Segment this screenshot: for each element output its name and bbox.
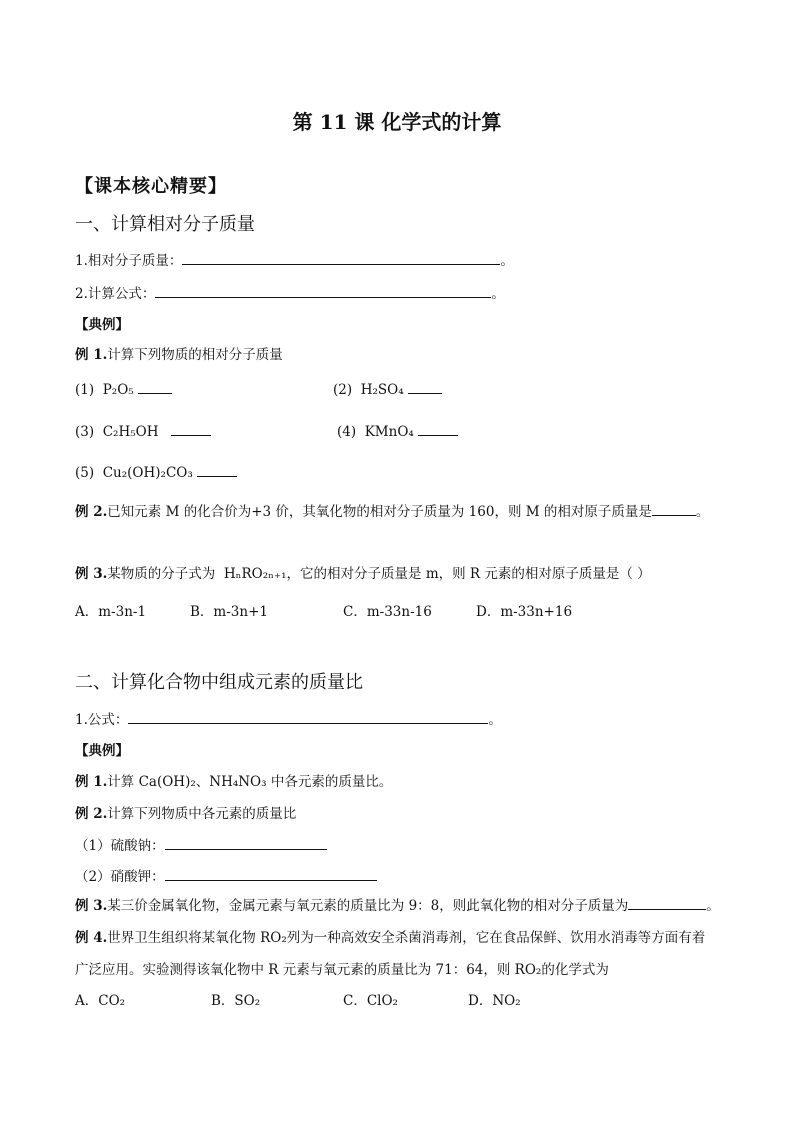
s2-ex2-item-2 [75, 865, 377, 885]
example-text: 世界卫生组织将某氧化物 RO₂列为一种高效安全杀菌消毒剂，它在食品保鲜、饮用水消毒等方面有着 [107, 930, 706, 946]
period: 。 [488, 712, 502, 728]
item-formula: Cu₂(OH)₂CO₃ [102, 465, 193, 481]
s2-example-4-line2: 广泛应用。实验测得该氧化物中 R 元素与氧元素的质量比为 71：64，则 RO₂的化学式为 [75, 962, 609, 978]
section2-heading: 二、计算化合物中组成元素的质量比 [75, 672, 363, 693]
example-label: 例 1. [75, 774, 108, 790]
example-text: ，它的相对分子质量是 m，则 R 元素的相对原子质量是（ ） [286, 566, 651, 582]
item-formula: C₂H₅OH [102, 424, 159, 440]
example-label: 例 3. [75, 566, 108, 582]
item-number: (1) [75, 382, 95, 398]
s2-example-4-line1 [75, 926, 705, 946]
period: 。 [491, 286, 505, 302]
item-formula: H₂SO₄ [360, 382, 404, 398]
core-heading: 【课本核心精要】 [75, 176, 227, 197]
example-text: 某物质的分子式为 [107, 566, 216, 582]
s2-example-2 [75, 802, 296, 822]
item-number: (3) [75, 424, 95, 440]
option-a[interactable]: A．CO₂ [75, 993, 126, 1009]
item-number: (2) [333, 382, 353, 398]
s2-example-1 [75, 770, 392, 790]
item-formula: P₂O₅ [102, 382, 134, 398]
s1-question-2 [75, 282, 505, 302]
item-blank[interactable] [418, 422, 458, 436]
s1-example-tag: 【典例】 [75, 317, 129, 333]
item-blank[interactable] [171, 422, 211, 436]
s1-example-1 [75, 343, 283, 363]
option-b[interactable]: B．SO₂ [211, 993, 261, 1009]
s1-question-1 [75, 249, 514, 269]
answer-blank[interactable] [652, 502, 696, 516]
example-label: 例 1. [75, 347, 108, 363]
s2-q1-label: 1.公式： [75, 712, 129, 728]
s1-q2-blank[interactable] [155, 284, 491, 298]
option-c[interactable]: C．ClO₂ [343, 993, 398, 1009]
period: 。 [500, 253, 514, 269]
s1-item-2 [333, 380, 442, 398]
item-blank[interactable] [165, 867, 377, 881]
option-b[interactable]: B．m-3n+1 [190, 604, 268, 620]
example-text: 计算下列物质中各元素的质量比 [107, 806, 297, 822]
example-text: 计算下列物质的相对分子质量 [107, 347, 283, 363]
option-d[interactable]: D．NO₂ [468, 993, 521, 1009]
period: 。 [695, 504, 710, 520]
example-label: 例 2. [75, 806, 108, 822]
example-text: 某三价金属氧化物，金属元素与氧元素的质量比为 9：8，则此氧化物的相对分子质量为 [107, 898, 629, 914]
example-text: 计算 Ca(OH)₂、NH₄NO₃ 中各元素的质量比。 [107, 774, 393, 790]
option-d[interactable]: D．m-33n+16 [476, 604, 573, 620]
section1-heading: 一、计算相对分子质量 [75, 214, 255, 235]
s2-example-3 [75, 894, 720, 914]
option-c[interactable]: C．m-33n-16 [343, 604, 432, 620]
s2-ex2-item-1 [75, 834, 327, 854]
option-a[interactable]: A．m-3n-1 [75, 604, 147, 620]
item-label: （2）硝酸钾： [75, 869, 165, 885]
item-blank[interactable] [197, 463, 237, 477]
s1-item-4 [337, 422, 458, 440]
s1-q1-label: 1.相对分子质量： [75, 253, 183, 269]
item-blank[interactable] [138, 380, 172, 394]
item-number: (5) [75, 465, 95, 481]
item-label: （1）硫酸钠： [75, 838, 165, 854]
s1-q2-label: 2.计算公式： [75, 286, 156, 302]
s1-item-1 [75, 380, 172, 398]
s1-item-3 [75, 422, 211, 440]
example-label: 例 2. [75, 504, 108, 520]
item-formula: KMnO₄ [364, 424, 414, 440]
example-text: 已知元素 M 的化合价为+3 价，其氧化物的相对分子质量为 160，则 M 的相对原子质量是 [107, 504, 652, 520]
s1-example-2 [75, 500, 709, 520]
s1-example-3 [75, 562, 651, 582]
s2-question-1 [75, 708, 502, 728]
s2-q1-blank[interactable] [128, 710, 488, 724]
item-number: (4) [337, 424, 357, 440]
s1-item-5 [75, 463, 237, 481]
period: 。 [706, 898, 720, 914]
page-title: 第 11 课 化学式的计算 [292, 110, 502, 134]
formula: HₙRO₂ₙ₊₁ [223, 566, 287, 582]
example-label: 例 4. [75, 930, 108, 946]
s1-q1-blank[interactable] [182, 251, 500, 265]
item-blank[interactable] [408, 380, 442, 394]
example-label: 例 3. [75, 898, 108, 914]
s2-example-tag: 【典例】 [75, 743, 129, 759]
item-blank[interactable] [165, 836, 327, 850]
answer-blank[interactable] [628, 896, 706, 910]
